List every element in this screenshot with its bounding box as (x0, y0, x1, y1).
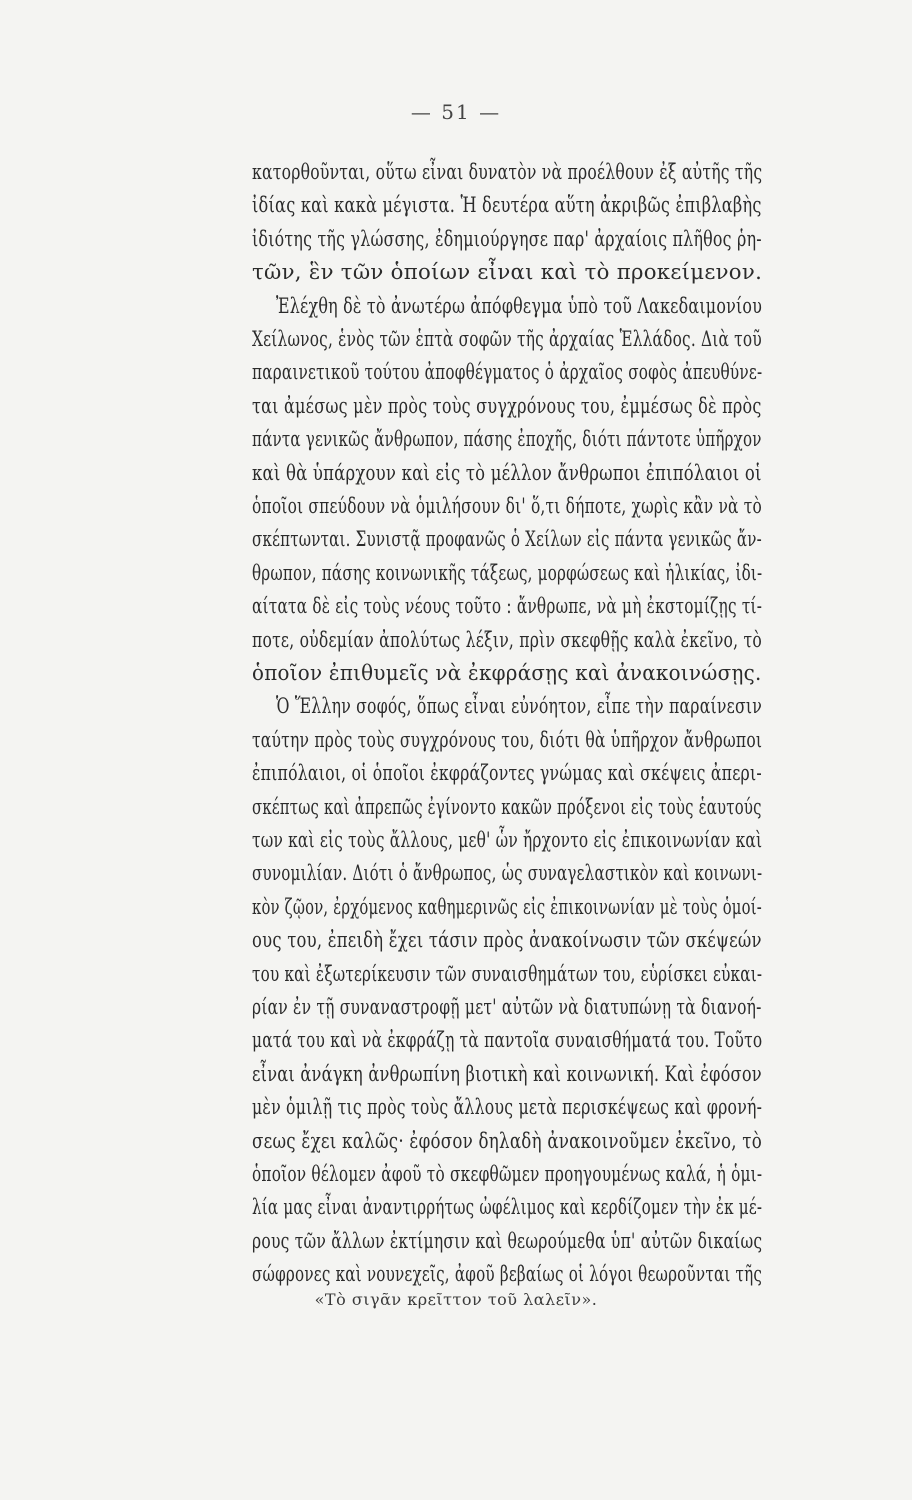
text-line: κατορθοῦνται, οὕτω εἶναι δυνατὸν νὰ προέλθουν ἐξ αὐτῆς τῆς (252, 160, 763, 185)
text-line: σκέπτως καὶ ἀπρεπῶς ἐγίνοντο κακῶν πρόξενοι εἰς τοὺς ἑαυτούς (252, 794, 762, 820)
text-line: Ὁ Ἕλλην σοφός, ὅπως εἶναι εὐνόητον, εἶπε τὴν παραίνεσιν (276, 694, 762, 720)
footnote-quote: «Τὸ σιγᾶν κρεῖττον τοῦ λαλεῖν». (314, 1290, 598, 1309)
text-line: ρους τῶν ἄλλων ἐκτίμησιν καὶ θεωρούμεθα ὑπ' αὐτῶν δικαίως (252, 1228, 763, 1254)
text-line: σκέπτωνται. Συνιστᾷ προφανῶς ὁ Χείλων εἰς πάντα γενικῶς ἄν- (252, 527, 762, 553)
text-line: μὲν ὁμιλῇ τις πρὸς τοὺς ἄλλους μετὰ περισκέψεως καὶ φρονή- (252, 1095, 763, 1121)
text-line: ρίαν ἐν τῇ συναναστροφῇ μετ' αὐτῶν νὰ διατυπώνῃ τὰ διανοή- (252, 995, 762, 1020)
text-line: ἐπιπόλαιοι, οἱ ὁποῖοι ἐκφράζοντες γνώμας καὶ σκέψεις ἀπερι- (252, 761, 762, 787)
text-line: ἰδίας καὶ κακὰ μέγιστα. Ἡ δευτέρα αὕτη ἀκριβῶς ἐπιβλαβὴς (252, 193, 762, 219)
text-line: σώφρονες καὶ νουνεχεῖς, ἀφοῦ βεβαίως οἱ λόγοι θεωροῦνται τῆς (252, 1262, 763, 1288)
page-number: — 51 — (410, 100, 502, 124)
text-line: ὁποῖοι σπεύδουν νὰ ὁμιλήσουν δι' ὅ,τι δήποτε, χωρὶς κἂν νὰ τὸ (252, 494, 763, 519)
text-line: αίτατα δὲ εἰς τοὺς νέους τοῦτο : ἄνθρωπε, νὰ μὴ ἐκστομίζῃς τί- (252, 594, 763, 620)
text-line: των καὶ εἰς τοὺς ἄλλους, μεθ' ὧν ἤρχοντο εἰς ἐπικοινωνίαν καὶ (252, 828, 763, 853)
text-line: ποτε, οὐδεμίαν ἀπολύτως λέξιν, πρὶν σκεφθῇς καλὰ ἐκεῖνο, τὸ (252, 627, 762, 653)
text-line: θρωπον, πάσης κοινωνικῆς τάξεως, μορφώσεως καὶ ἡλικίας, ἰδι- (252, 560, 763, 586)
text-line: παραινετικοῦ τούτου ἀποφθέγματος ὁ ἀρχαῖος σοφὸς ἀπευθύνε- (252, 360, 763, 386)
text-line: ους του, ἐπειδὴ ἔχει τάσιν πρὸς ἀνακοίνωσιν τῶν σκέψεών (252, 928, 762, 954)
text-line: του καὶ ἐξωτερίκευσιν τῶν συναισθημάτων του, εὑρίσκει εὐκαι- (252, 961, 763, 987)
text-line: ἰδιότης τῆς γλώσσης, ἐδημιούργησε παρ' ἀρχαίοις πλῆθος ῥη- (252, 226, 762, 252)
text-line: Ἐλέχθη δὲ τὸ ἀνωτέρω ἀπόφθεγμα ὑπὸ τοῦ Λακεδαιμονίου (276, 293, 763, 319)
text-line: εἶναι ἀνάγκη ἀνθρωπίνη βιοτικὴ καὶ κοινωνική. Καὶ ἐφόσον (252, 1061, 762, 1087)
text-line: λία μας εἶναι ἀναντιρρήτως ὠφέλιμος καὶ κερδίζομεν τὴν ἐκ μέ- (252, 1195, 763, 1221)
text-line: ὁποῖον ἐπιθυμεῖς νὰ ἐκφράσῃς καὶ ἀνακοινώσῃς. (252, 661, 762, 686)
text-line: ταύτην πρὸς τοὺς συγχρόνους του, διότι θὰ ὑπῆρχον ἄνθρωποι (252, 727, 763, 753)
text-line: Χείλωνος, ἑνὸς τῶν ἑπτὰ σοφῶν τῆς ἀρχαίας Ἑλλάδος. Διὰ τοῦ (252, 327, 762, 352)
text-line: πάντα γενικῶς ἄνθρωπον, πάσης ἐποχῆς, διότι πάντοτε ὑπῆρχον (252, 427, 762, 453)
text-line: ὁποῖον θέλομεν ἀφοῦ τὸ σκεφθῶμεν προηγουμένως καλά, ἡ ὁμι- (252, 1162, 763, 1187)
text-line: σεως ἔχει καλῶς· ἐφόσον δηλαδὴ ἀνακοινοῦμεν ἐκεῖνο, τὸ (252, 1128, 763, 1154)
text-line: τῶν, ἓν τῶν ὁποίων εἶναι καὶ τὸ προκείμενον. (252, 260, 763, 286)
text-line: ται ἀμέσως μὲν πρὸς τοὺς συγχρόνους του, ἐμμέσως δὲ πρὸς (252, 393, 762, 419)
text-line: κὸν ζῷον, ἐρχόμενος καθημερινῶς εἰς ἐπικοινωνίαν μὲ τοὺς ὁμοί- (252, 894, 762, 920)
text-line: ματά του καὶ νὰ ἐκφράζῃ τὰ παντοῖα συναισθήματά του. Τοῦτο (252, 1028, 763, 1054)
text-line: συνομιλίαν. Διότι ὁ ἄνθρωπος, ὡς συναγελαστικὸν καὶ κοινωνι- (252, 861, 763, 887)
text-line: καὶ θὰ ὑπάρχουν καὶ εἰς τὸ μέλλον ἄνθρωποι ἐπιπόλαιοι οἱ (252, 460, 762, 486)
